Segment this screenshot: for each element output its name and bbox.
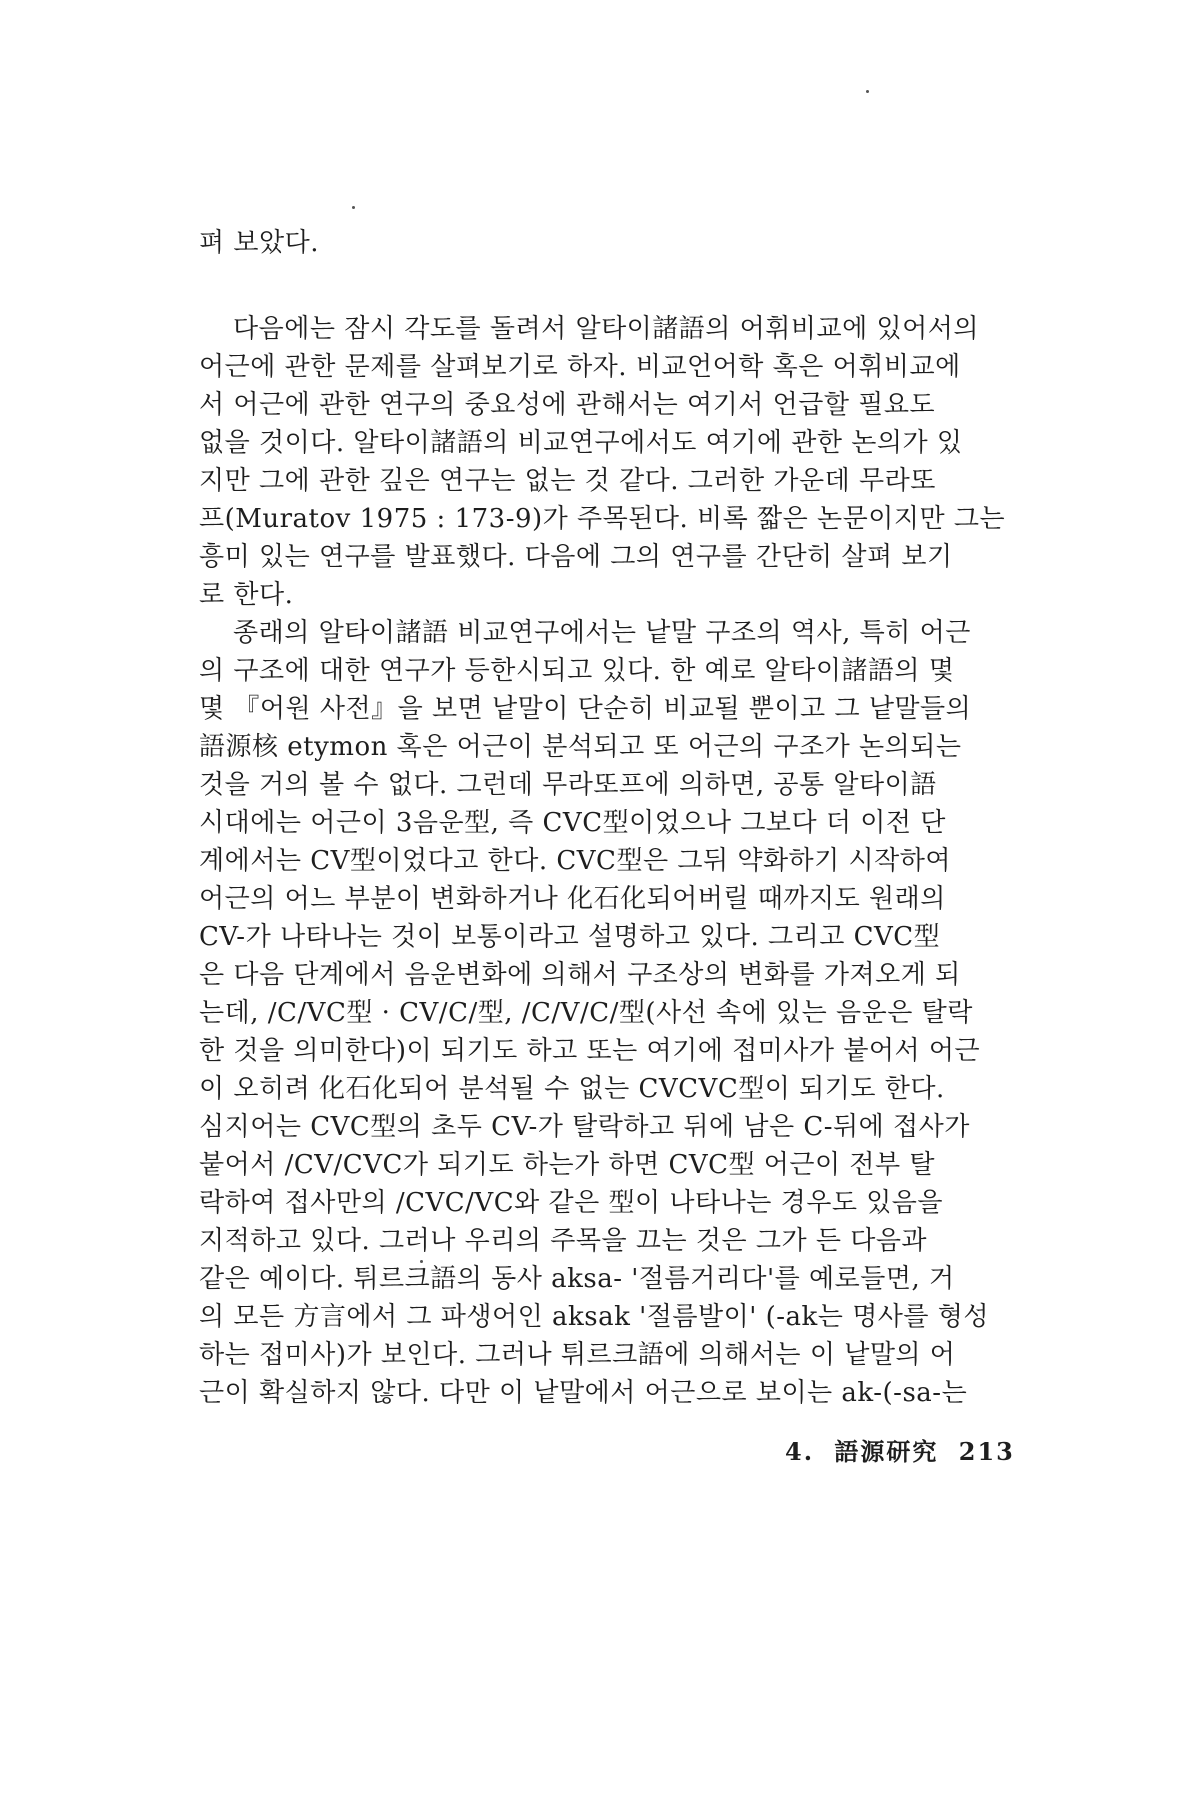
text-line: CV-가 나타나는 것이 보통이라고 설명하고 있다. 그리고 CVC型 xyxy=(199,922,941,952)
text-line: 흥미 있는 연구를 발표했다. 다음에 그의 연구를 간단히 살펴 보기 xyxy=(199,542,953,572)
text-line: 은 다음 단계에서 음운변화에 의해서 구조상의 변화를 가져오게 되 xyxy=(199,960,961,990)
text-line: 의 모든 方言에서 그 파생어인 aksak '절름발이' (-ak는 명사를 형성 xyxy=(199,1302,990,1332)
scan-speck xyxy=(352,206,355,209)
text-line: 하는 접미사)가 보인다. 그러나 튀르크語에 의해서는 이 낱말의 어 xyxy=(199,1340,956,1370)
text-line: 종래의 알타이諸語 비교연구에서는 낱말 구조의 역사, 특히 어근 xyxy=(233,618,971,648)
text-line: 같은 예이다. 튀르크語의 동사 aksa- '절름거리다'를 예로들면, 거 xyxy=(199,1264,955,1294)
text-line: 것을 거의 볼 수 없다. 그런데 무라또프에 의하면, 공통 알타이語 xyxy=(199,770,937,800)
text-line: 서 어근에 관한 연구의 중요성에 관해서는 여기서 언급할 필요도 xyxy=(199,390,936,420)
page-number: 213 xyxy=(958,1437,1015,1466)
text-line: 어근의 어느 부분이 변화하거나 化石化되어버릴 때까지도 원래의 xyxy=(199,884,946,914)
page-footer xyxy=(785,1432,1025,1467)
text-line: 의 구조에 대한 연구가 등한시되고 있다. 한 예로 알타이諸語의 몇 xyxy=(199,656,955,686)
text-line: 프(Muratov 1975 : 173-9)가 주목된다. 비록 짧은 논문이지만 그는 xyxy=(199,504,1006,534)
text-line: 이 오히려 化石化되어 분석될 수 없는 CVCVC型이 되기도 한다. xyxy=(199,1074,945,1104)
scan-speck xyxy=(866,90,869,93)
text-line: 語源核 etymon 혹은 어근이 분석되고 또 어근의 구조가 논의되는 xyxy=(199,732,962,762)
text-line: 로 한다. xyxy=(199,580,294,610)
text-line: 심지어는 CVC型의 초두 CV-가 탈락하고 뒤에 남은 C-뒤에 접사가 xyxy=(199,1112,970,1142)
text-line: 몇 『어원 사전』을 보면 낱말이 단순히 비교될 뿐이고 그 낱말들의 xyxy=(199,694,972,724)
text-line: 지적하고 있다. 그러나 우리의 주목을 끄는 것은 그가 든 다음과 xyxy=(199,1226,928,1256)
text-line: 어근에 관한 문제를 살펴보기로 하자. 비교언어학 혹은 어휘비교에 xyxy=(199,352,961,382)
footer-section-title: 語源研究 xyxy=(834,1437,939,1466)
text-line: 계에서는 CV型이었다고 한다. CVC型은 그뒤 약화하기 시작하여 xyxy=(199,846,952,876)
text-line: 없을 것이다. 알타이諸語의 비교연구에서도 여기에 관한 논의가 있 xyxy=(199,428,963,458)
text-line: 는데, /C/VC型 · CV/C/型, /C/V/C/型(사선 속에 있는 음운은 탈락 xyxy=(199,998,973,1028)
text-line: 근이 확실하지 않다. 다만 이 낱말에서 어근으로 보이는 ak-(-sa-는 xyxy=(199,1378,968,1408)
text-line: 한 것을 의미한다)이 되기도 하고 또는 여기에 접미사가 붙어서 어근 xyxy=(199,1036,981,1066)
text-line: 다음에는 잠시 각도를 돌려서 알타이諸語의 어휘비교에 있어서의 xyxy=(233,314,979,344)
text-line: 시대에는 어근이 3음운型, 즉 CVC型이었으나 그보다 더 이전 단 xyxy=(199,808,946,838)
footer-section-number: 4. xyxy=(785,1437,815,1466)
text-line: 붙어서 /CV/CVC가 되기도 하는가 하면 CVC型 어근이 전부 탈 xyxy=(199,1150,936,1180)
text-line: 락하여 접사만의 /CVC/VC와 같은 型이 나타나는 경우도 있음을 xyxy=(199,1188,944,1218)
text-line: 지만 그에 관한 깊은 연구는 없는 것 같다. 그러한 가운데 무라또 xyxy=(199,466,936,496)
text-line: 펴 보았다. xyxy=(199,228,319,258)
